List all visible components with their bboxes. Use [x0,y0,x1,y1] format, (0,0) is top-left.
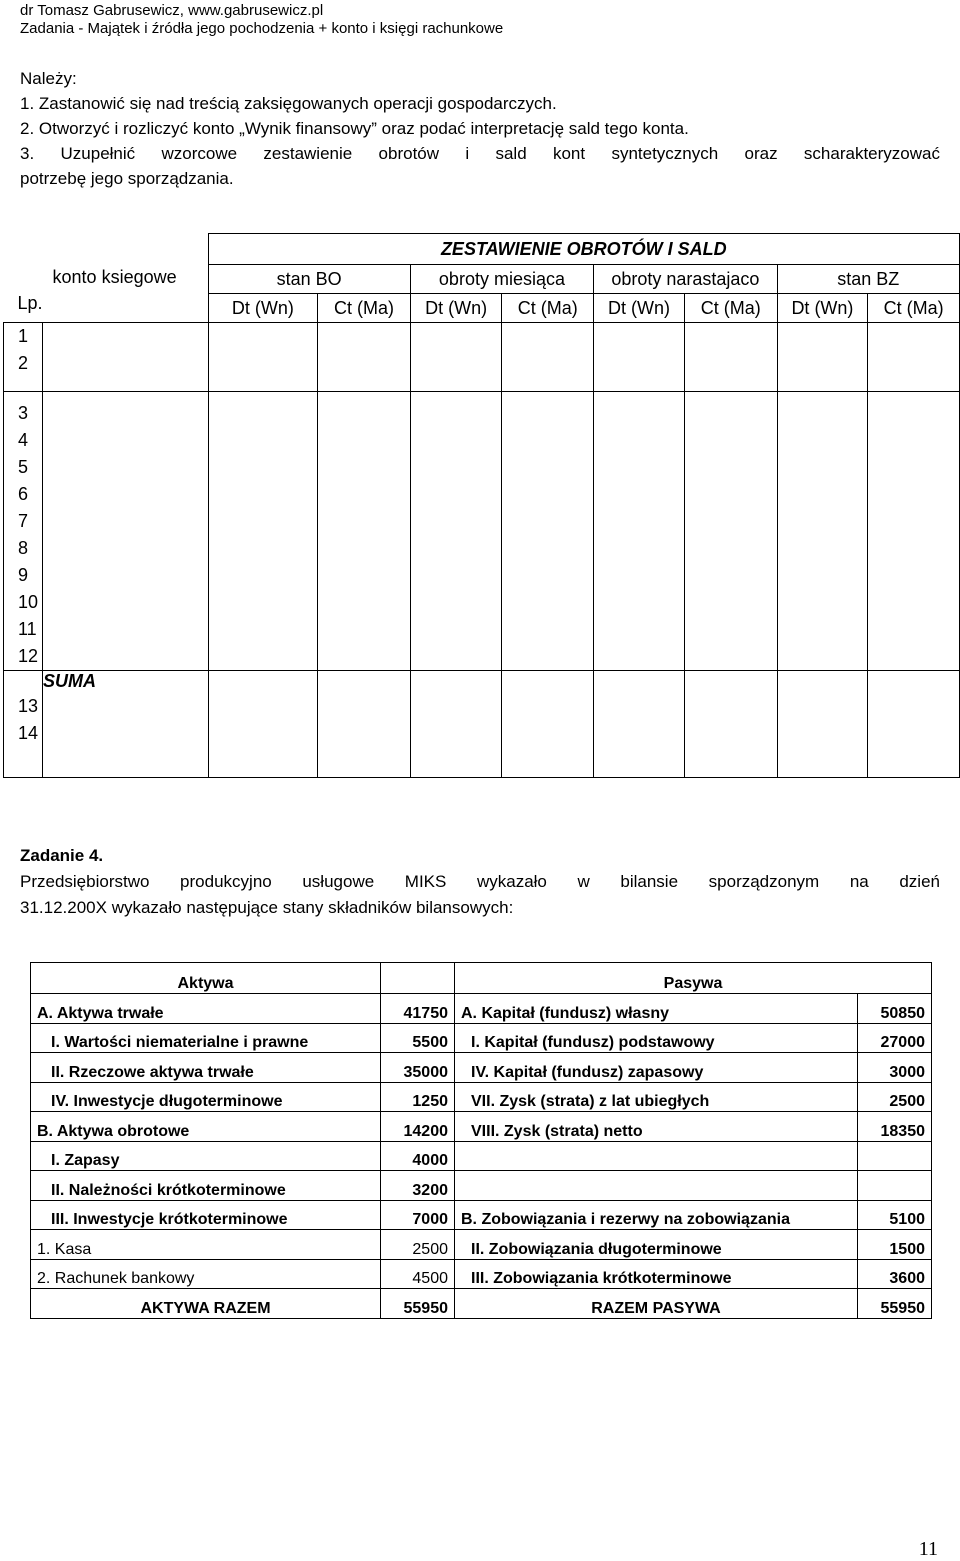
group-header: obroty miesiąca [410,265,593,294]
value-cell[interactable] [594,323,685,392]
value-cell[interactable] [410,392,502,671]
pasywa-value: 3600 [858,1259,932,1289]
aktywa-total-label: AKTYWA RAZEM [31,1289,381,1319]
value-cell[interactable] [777,323,868,392]
bilans-table [30,962,932,1319]
value-cell[interactable] [684,323,777,392]
value-cell[interactable] [777,392,868,671]
value-cell[interactable] [318,671,411,778]
aktywa-value: 2500 [381,1230,455,1260]
bilans-row [31,1171,932,1201]
value-cell[interactable] [410,323,502,392]
pasywa-header: Pasywa [455,963,932,994]
group-header: obroty narastajaco [594,265,777,294]
sub-header: Ct (Ma) [502,294,594,323]
instruction-item: 3. Uzupełnić wzorcowe zestawienie obrotów i sald kont syntetycznych oraz scharakteryzować [20,144,940,163]
pasywa-value: 27000 [858,1023,932,1053]
aktywa-value: 5500 [381,1023,455,1053]
pasywa-label: VIII. Zysk (strata) netto [455,1112,858,1142]
bilans-row [31,1200,932,1230]
lp-header: Lp. [17,293,43,313]
bilans-row [31,1112,932,1142]
value-cell[interactable] [684,392,777,671]
lp-number: 2 [18,353,29,373]
instruction-item: 2. Otworzyć i rozliczyć konto „Wynik finansowy” oraz podać interpretację sald tego konta. [20,119,689,138]
bilans-row [31,1141,932,1171]
aktywa-label: II. Należności krótkoterminowe [31,1171,381,1201]
sub-header: Ct (Ma) [318,294,411,323]
lp-cell [4,323,43,392]
pasywa-label [455,1141,858,1171]
sub-header: Dt (Wn) [777,294,868,323]
bilans-total-row [31,1289,932,1319]
aktywa-value: 3200 [381,1171,455,1201]
pasywa-label: A. Kapitał (fundusz) własny [455,994,858,1024]
konto-cell[interactable] [43,323,209,392]
zadanie-title: Zadanie 4. [20,846,104,865]
aktywa-label: A. Aktywa trwałe [31,994,381,1024]
lp-cell [4,671,43,778]
bilans-row [31,1053,932,1083]
aktywa-label: 1. Kasa [31,1230,381,1260]
pasywa-label: VII. Zysk (strata) z lat ubiegłych [455,1082,858,1112]
lp-number: 7 [18,511,29,531]
lp-number: 6 [18,484,29,504]
value-cell[interactable] [502,323,594,392]
header-subject: Zadania - Majątek i źródła jego pochodzenia + konto i księgi rachunkowe [20,20,504,37]
pasywa-value: 18350 [858,1112,932,1142]
pasywa-value [858,1141,932,1171]
aktywa-value: 41750 [381,994,455,1024]
lp-number: 10 [18,592,39,612]
empty-cell [381,963,455,994]
zadanie-text [20,869,940,921]
value-cell[interactable] [868,323,960,392]
lp-number: 5 [18,457,29,477]
value-cell[interactable] [318,323,411,392]
pasywa-label [455,1171,858,1201]
aktywa-value: 14200 [381,1112,455,1142]
konto-header: konto ksiegowe [52,267,177,288]
aktywa-label: I. Zapasy [31,1141,381,1171]
value-cell[interactable] [208,323,318,392]
sub-header: Dt (Wn) [208,294,318,323]
suma-label: SUMA [43,671,209,778]
lp-number: 4 [18,430,29,450]
lp-number: 9 [18,565,29,585]
pasywa-label: IV. Kapitał (fundusz) zapasowy [455,1053,858,1083]
aktywa-value: 4000 [381,1141,455,1171]
zestawienie-title: ZESTAWIENIE OBROTÓW I SALD [208,234,959,265]
lp-number: 13 [18,696,39,716]
pasywa-label: I. Kapitał (fundusz) podstawowy [455,1023,858,1053]
pasywa-total-label: RAZEM PASYWA [455,1289,858,1319]
sub-header: Dt (Wn) [594,294,685,323]
group-header: stan BO [208,265,410,294]
lp-number: 8 [18,538,29,558]
pasywa-value: 5100 [858,1200,932,1230]
value-cell[interactable] [410,671,502,778]
aktywa-value: 1250 [381,1082,455,1112]
value-cell[interactable] [594,671,685,778]
aktywa-label: III. Inwestycje krótkoterminowe [31,1200,381,1230]
lp-number: 1 [18,326,29,346]
page-number: 11 [918,1538,938,1560]
value-cell[interactable] [318,392,411,671]
value-cell[interactable] [502,392,594,671]
instructions-heading: Należy: [20,69,77,88]
bilans-row [31,1023,932,1053]
pasywa-value: 50850 [858,994,932,1024]
pasywa-value: 2500 [858,1082,932,1112]
bilans-row [31,1230,932,1260]
aktywa-header: Aktywa [31,963,381,994]
aktywa-label: IV. Inwestycje długoterminowe [31,1082,381,1112]
bilans-row [31,1082,932,1112]
pasywa-value [858,1171,932,1201]
aktywa-value: 35000 [381,1053,455,1083]
instructions [20,66,940,191]
value-cell[interactable] [594,392,685,671]
aktywa-label: I. Wartości niematerialne i prawne [31,1023,381,1053]
lp-number: 12 [18,646,39,666]
instruction-item: potrzebę jego sporządzania. [20,169,234,188]
value-cell[interactable] [777,671,868,778]
sub-header: Dt (Wn) [410,294,502,323]
aktywa-label: 2. Rachunek bankowy [31,1259,381,1289]
pasywa-label: III. Zobowiązania krótkoterminowe [455,1259,858,1289]
lp-cell [4,392,43,671]
value-cell[interactable] [684,671,777,778]
value-cell[interactable] [208,671,318,778]
zestawienie-table [3,233,960,778]
aktywa-label: B. Aktywa obrotowe [31,1112,381,1142]
pasywa-label: B. Zobowiązania i rezerwy na zobowiązania [455,1200,858,1230]
value-cell[interactable] [502,671,594,778]
group-header: stan BZ [777,265,959,294]
bilans-row [31,994,932,1024]
pasywa-total-value: 55950 [858,1289,932,1319]
konto-cell[interactable] [43,392,209,671]
page-header [20,2,503,38]
instruction-item: 1. Zastanowić się nad treścią zaksięgowanych operacji gospodarczych. [20,94,557,113]
header-author: dr Tomasz Gabrusewicz, www.gabrusewicz.pl [20,2,324,19]
value-cell[interactable] [868,392,960,671]
zadanie-line: Przedsiębiorstwo produkcyjno usługowe MIKS wykazało w bilansie sporządzonym na dzień [20,872,940,891]
sub-header: Ct (Ma) [684,294,777,323]
aktywa-label: II. Rzeczowe aktywa trwałe [31,1053,381,1083]
aktywa-value: 7000 [381,1200,455,1230]
zadanie-line: 31.12.200X wykazało następujące stany składników bilansowych: [20,898,514,917]
pasywa-value: 3000 [858,1053,932,1083]
pasywa-value: 1500 [858,1230,932,1260]
value-cell[interactable] [208,392,318,671]
bilans-row [31,1259,932,1289]
aktywa-total-value: 55950 [381,1289,455,1319]
lp-number: 14 [18,723,39,743]
pasywa-label: II. Zobowiązania długoterminowe [455,1230,858,1260]
value-cell[interactable] [868,671,960,778]
lp-number: 11 [18,619,37,639]
lp-number: 3 [18,403,29,423]
sub-header: Ct (Ma) [868,294,960,323]
aktywa-value: 4500 [381,1259,455,1289]
